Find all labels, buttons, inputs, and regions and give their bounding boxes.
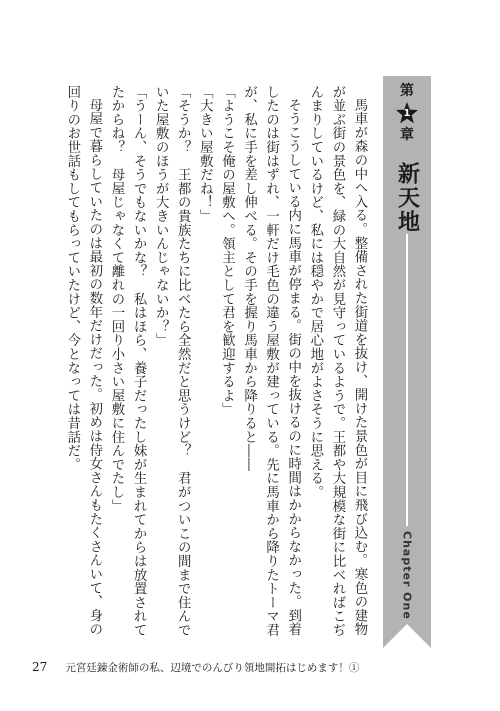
chapter-title: 新天地 bbox=[394, 162, 420, 234]
page-footer bbox=[32, 660, 359, 675]
paragraph: 馬車が森の中へ入る。整備された街道を抜け、開けた景色が目に飛び込む。寒色の建物が並ぶ街の景色を、緑の大自然が見守っているようで。王都や大規模な街に比べればこぢんまりしているけど、私には穏やかで居心地がよさそうに思える。 bbox=[307, 85, 367, 637]
chapter-english-title: Chapter One bbox=[400, 531, 414, 620]
chapter-label-bottom: 章 bbox=[400, 127, 414, 143]
dialog-line: 「そうか？ 王都の貴族たちに比べたら全然だと思うけど？ 君がついこの間まで住んでいた屋敷のほうが大きいんじゃないか？」 bbox=[153, 85, 191, 637]
banner-divider bbox=[406, 234, 408, 526]
dialog-line: 「うーん、そうでもないかな？ 私はほら、養子だったし妹が生まれてからは放置されてたからね？ 母屋じゃなくて離れの一回り小さい屋敷に住んでたし」 bbox=[108, 85, 147, 637]
chapter-number: 1 bbox=[403, 108, 411, 119]
dialog-line: 「大きい屋敷だね！」 bbox=[197, 85, 213, 223]
page-number: 27 bbox=[32, 660, 48, 674]
chapter-label-top: 第 bbox=[400, 83, 414, 99]
dialog-line: 「ようこそ俺の屋敷へ。領主として君を歓迎するよ」 bbox=[219, 85, 235, 417]
book-title: 元宮廷錬金術師の私、辺境でのんびり領地開拓はじめます！① bbox=[65, 662, 360, 674]
paragraph: そうこうしている内に馬車が停まる。街の中を抜けるのに時間はかからなかった。到着したのは街はずれ、一軒だけ毛色の違う屋敷が建っている。先に馬車から降りたトーマ君が、私に手を差し伸べる。その手を握り馬車から降りると―― bbox=[241, 85, 301, 637]
banner-notch bbox=[383, 624, 431, 648]
chapter-banner bbox=[383, 76, 431, 648]
paragraph: 母屋で暮らしていたのは最初の数年だけだった。初めは侍女さんもたくさんいて、身の回りのお世話もしてもらっていたけど、今となっては昔話だ。 bbox=[64, 85, 102, 637]
body-text bbox=[52, 85, 370, 645]
